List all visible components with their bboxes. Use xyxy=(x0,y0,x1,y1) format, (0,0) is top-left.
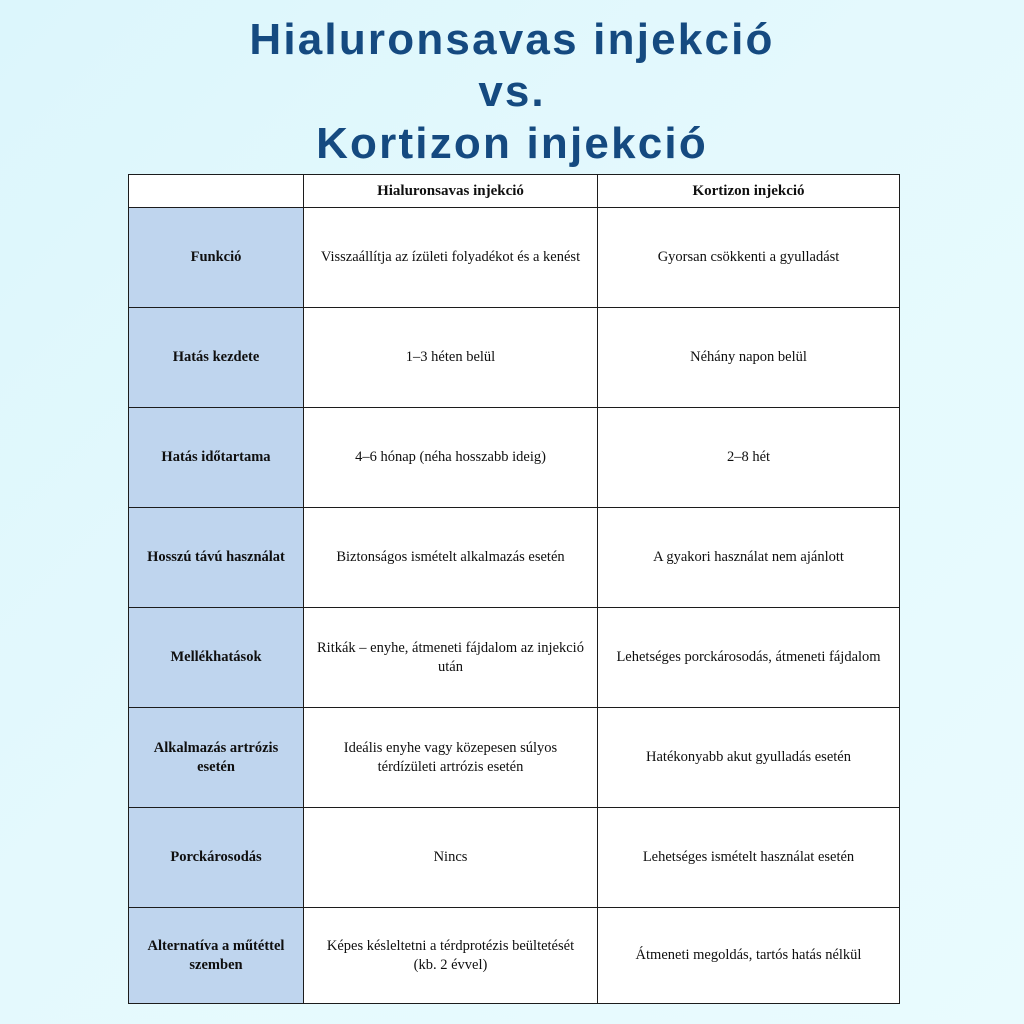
cell-kortizon-funkcio: Gyorsan csökkenti a gyulladást xyxy=(598,208,900,308)
table-header-row xyxy=(129,175,900,208)
row-label-hatas-kezdete: Hatás kezdete xyxy=(129,308,304,408)
table-row xyxy=(129,808,900,908)
cell-hialuronsavas-mellekhatasok: Ritkák – enyhe, átmeneti fájdalom az injekció után xyxy=(304,608,598,708)
cell-hialuronsavas-alkalmazas-artrozis-eseten: Ideális enyhe vagy közepesen súlyos térdízületi artrózis esetén xyxy=(304,708,598,808)
table-row xyxy=(129,708,900,808)
cell-hialuronsavas-hatas-kezdete: 1–3 héten belül xyxy=(304,308,598,408)
cell-kortizon-alkalmazas-artrozis-eseten: Hatékonyabb akut gyulladás esetén xyxy=(598,708,900,808)
cell-kortizon-porckarosodas: Lehetséges ismételt használat esetén xyxy=(598,808,900,908)
row-label-porckarosodas: Porckárosodás xyxy=(129,808,304,908)
table-body xyxy=(129,208,900,1004)
table-header-kortizon: Kortizon injekció xyxy=(598,175,900,208)
row-label-funkcio: Funkció xyxy=(129,208,304,308)
cell-kortizon-hatas-idotartama: 2–8 hét xyxy=(598,408,900,508)
cell-hialuronsavas-alternativa-a-mutettel-szemben: Képes késleltetni a térdprotézis beültetését (kb. 2 évvel) xyxy=(304,908,598,1004)
table-row xyxy=(129,308,900,408)
cell-hialuronsavas-porckarosodas: Nincs xyxy=(304,808,598,908)
row-label-hatas-idotartama: Hatás időtartama xyxy=(129,408,304,508)
table-row xyxy=(129,508,900,608)
table-header-hialuronsavas: Hialuronsavas injekció xyxy=(304,175,598,208)
table-header xyxy=(129,175,900,208)
page-title xyxy=(0,14,1024,170)
table-row xyxy=(129,908,900,1004)
cell-hialuronsavas-hosszu-tavu-hasznalat: Biztonságos ismételt alkalmazás esetén xyxy=(304,508,598,608)
table-row xyxy=(129,408,900,508)
table-header-blank xyxy=(129,175,304,208)
cell-kortizon-alternativa-a-mutettel-szemben: Átmeneti megoldás, tartós hatás nélkül xyxy=(598,908,900,1004)
cell-hialuronsavas-funkcio: Visszaállítja az ízületi folyadékot és a kenést xyxy=(304,208,598,308)
cell-kortizon-mellekhatasok: Lehetséges porckárosodás, átmeneti fájdalom xyxy=(598,608,900,708)
row-label-mellekhatasok: Mellékhatások xyxy=(129,608,304,708)
cell-kortizon-hosszu-tavu-hasznalat: A gyakori használat nem ajánlott xyxy=(598,508,900,608)
table-row xyxy=(129,608,900,708)
page-title-line-3: Kortizon injekció xyxy=(316,119,708,168)
comparison-table-container xyxy=(128,174,899,1004)
table-row xyxy=(129,208,900,308)
cell-hialuronsavas-hatas-idotartama: 4–6 hónap (néha hosszabb ideig) xyxy=(304,408,598,508)
comparison-table xyxy=(128,174,900,1004)
row-label-hosszu-tavu-hasznalat: Hosszú távú használat xyxy=(129,508,304,608)
cell-kortizon-hatas-kezdete: Néhány napon belül xyxy=(598,308,900,408)
page-title-line-2: vs. xyxy=(478,67,546,116)
row-label-alkalmazas-artrozis-eseten: Alkalmazás artrózis esetén xyxy=(129,708,304,808)
row-label-alternativa-a-mutettel-szemben: Alternatíva a műtéttel szemben xyxy=(129,908,304,1004)
page-title-line-1: Hialuronsavas injekció xyxy=(249,15,775,64)
